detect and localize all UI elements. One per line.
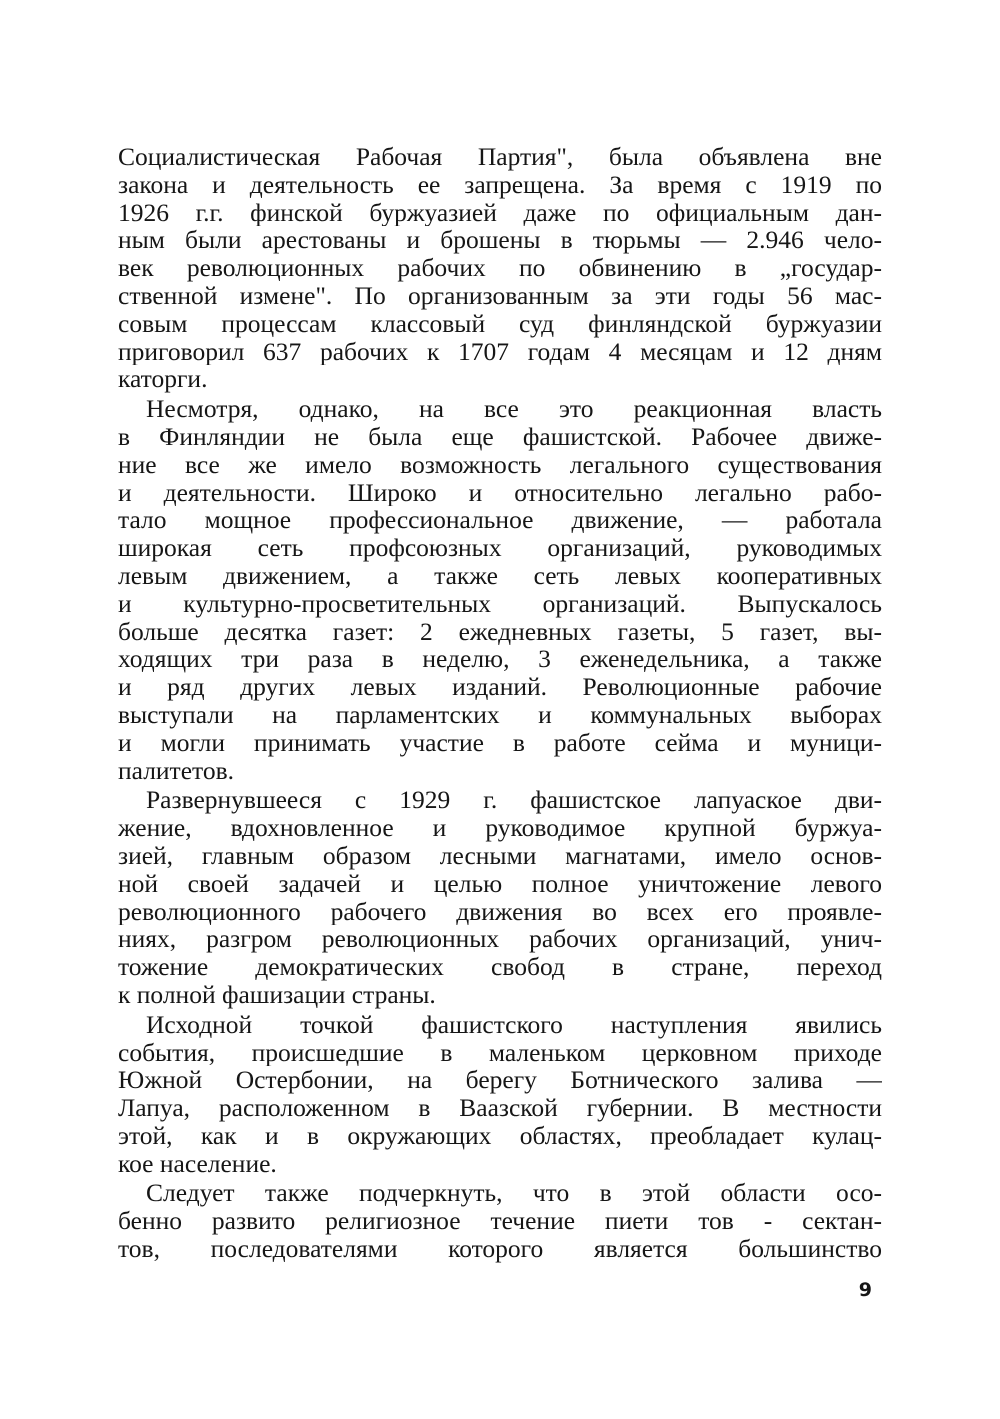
text-line: ственной измене". По организованным за эти годы 56 мас- [118, 281, 882, 310]
text-line: совым процессам классовый суд финляндской буржуазии [118, 309, 882, 338]
text-line: Социалистическая Рабочая Партия", была объявлена вне [118, 143, 882, 171]
paragraph-2 [118, 395, 882, 784]
text-line: каторги. [118, 365, 208, 394]
paragraph-5 [118, 1179, 882, 1262]
text-line: тожение демократических свобод в стране, переход [118, 953, 882, 981]
text-line: и деятельности. Широко и относительно легально рабо- [118, 478, 882, 507]
text-line: Развернувшееся с 1929 г. фашистское лапуаское дви- [146, 786, 882, 815]
text-line: кое население. [118, 1149, 277, 1178]
text-line: больше десятка газет: 2 ежедневных газеты, 5 газет, вы- [118, 617, 882, 646]
text-line: бенно развито религиозное течение пиети тов - сектан- [118, 1207, 882, 1236]
page-number: 9 [858, 1279, 872, 1301]
text-line: и культурно-просветительных организаций. Выпускалось [118, 589, 882, 618]
text-line: события, происшедшие в маленьком церковном приходе [118, 1038, 882, 1067]
text-line: тов, последователями которого является большинство [118, 1235, 882, 1263]
paragraph-1 [118, 143, 882, 393]
body-text [118, 143, 882, 1263]
text-line: левым движением, а также сеть левых кооперативных [118, 561, 882, 590]
text-line: жение, вдохновленное и руководимое крупной буржуа- [118, 814, 882, 842]
text-line: Следует также подчеркнуть, что в этой области осо- [146, 1179, 882, 1208]
text-line: век революционных рабочих по обвинению в „государ- [118, 254, 882, 282]
paragraph-3 [118, 786, 882, 1008]
text-line: к полной фашизации страны. [118, 980, 436, 1009]
text-line: закона и деятельность ее запрещена. За время с 1919 по [118, 170, 882, 199]
text-line: ходящих три раза в неделю, 3 еженедельника, а также [118, 645, 882, 674]
text-line: ниях, разгром революционных рабочих организаций, унич- [118, 925, 882, 954]
paragraph-4 [118, 1011, 882, 1178]
text-line: Южной Остербонии, на берегу Ботнического залива — [118, 1066, 882, 1095]
text-line: Лапуа, расположенном в Ваазской губернии. В местности [118, 1094, 882, 1122]
text-line: палитетов. [118, 756, 234, 785]
text-line: ным были арестованы и брошены в тюрьмы — 2.946 чело- [118, 226, 882, 255]
text-line: широкая сеть профсоюзных организаций, руководимых [118, 534, 882, 562]
text-line: и могли принимать участие в работе сейма и муници- [118, 728, 882, 757]
text-line: Несмотря, однако, на все это реакционная власть [146, 395, 882, 423]
text-line: ние все же имело возможность легального существования [118, 450, 882, 479]
text-line: выступали на парламентских и коммунальных выборах [118, 700, 882, 729]
text-line: ной своей задачей и целью полное уничтожение левого [118, 869, 882, 898]
text-line: этой, как и в окружающих областях, преобладает кулац- [118, 1121, 882, 1150]
text-line: революционного рабочего движения во всех его проявле- [118, 897, 882, 926]
text-line: приговорил 637 рабочих к 1707 годам 4 месяцам и 12 дням [118, 337, 882, 366]
text-line: и ряд других левых изданий. Революционные рабочие [118, 673, 882, 701]
text-line: тало мощное профессиональное движение, — работала [118, 506, 882, 535]
text-line: Исходной точкой фашистского наступления явились [146, 1010, 882, 1039]
text-line: зией, главным образом лесными магнатами, имело основ- [118, 841, 882, 870]
text-line: в Финляндии не была еще фашистской. Рабочее движе- [118, 422, 882, 451]
text-line: 1926 г.г. финской буржуазией даже по официальным дан- [118, 198, 882, 227]
